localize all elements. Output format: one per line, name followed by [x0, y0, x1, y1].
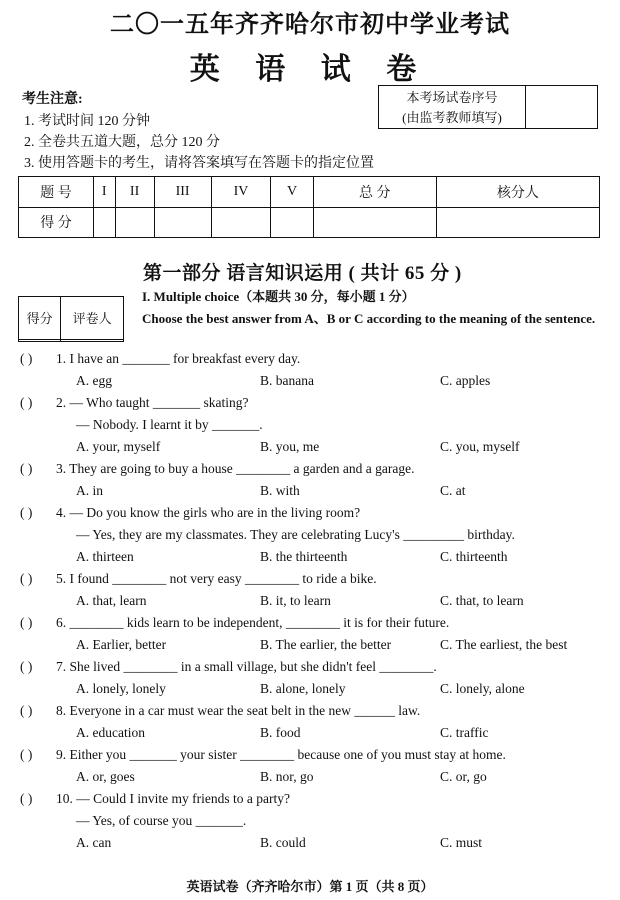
seat-number-label	[379, 86, 526, 128]
question-4-reply: — Yes, they are my classmates. They are celebrating Lucy's _________ birthday.	[76, 527, 515, 542]
question-7-option-c: C. lonely, alone	[440, 681, 525, 696]
score-cell[interactable]	[94, 207, 116, 238]
question-6-option-b: B. The earlier, the better	[260, 637, 392, 652]
score-col-5: V	[271, 177, 313, 208]
score-col-checker: 核分人	[436, 177, 599, 208]
question-5-option-a: A. that, learn	[76, 593, 147, 608]
score-col-label: 题 号	[19, 177, 94, 208]
question-4-stem	[20, 505, 360, 521]
score-cell[interactable]	[115, 207, 154, 238]
question-10-option-a: A. can	[76, 835, 112, 850]
question-4-option-c: C. thirteenth	[440, 549, 508, 564]
answer-bracket[interactable]: ( )	[20, 703, 33, 718]
question-6-stem	[20, 615, 449, 631]
answer-bracket[interactable]: ( )	[20, 395, 33, 410]
score-cell[interactable]	[271, 207, 313, 238]
question-8-option-b: B. food	[260, 725, 301, 740]
question-10-reply: — Yes, of course you _______.	[76, 813, 247, 828]
question-6-option-a: A. Earlier, better	[76, 637, 167, 652]
question-8-option-a: A. education	[76, 725, 145, 740]
score-row-label: 得 分	[19, 207, 94, 238]
question-2-option-a: A. your, myself	[76, 439, 161, 454]
score-cell[interactable]	[436, 207, 599, 238]
question-text: 10. — Could I invite my friends to a party?	[56, 791, 290, 806]
question-4-option-b: B. the thirteenth	[260, 549, 348, 564]
question-1-stem	[20, 351, 300, 367]
answer-bracket[interactable]: ( )	[20, 461, 33, 476]
score-table-score-row	[19, 207, 600, 238]
question-5-option-c: C. that, to learn	[440, 593, 524, 608]
grader-box	[18, 296, 124, 342]
question-10-option-c: C. must	[440, 835, 483, 850]
answer-bracket[interactable]: ( )	[20, 505, 33, 520]
note-item: 1. 考试时间 120 分钟	[24, 114, 150, 129]
paper-subtitle: 英 语 试 卷	[189, 53, 431, 86]
answer-bracket[interactable]: ( )	[20, 659, 33, 674]
note-item: 3. 使用答题卡的考生，请将答案填写在答题卡的指定位置	[24, 156, 374, 171]
question-text: 9. Either you _______ your sister ________ because one of you must stay at home.	[56, 747, 506, 762]
question-9-option-a: A. or, goes	[76, 769, 135, 784]
seat-number-box	[378, 85, 598, 129]
question-text: 3. They are going to buy a house ________ a garden and a garage.	[56, 461, 415, 476]
grader-score-label: 得分	[19, 297, 61, 340]
grader-reviewer-label: 评卷人	[61, 297, 124, 340]
question-2-option-b: B. you, me	[260, 439, 320, 454]
question-9-option-c: C. or, go	[440, 769, 487, 784]
score-col-2: II	[115, 177, 154, 208]
exam-title: 二〇一五年齐齐哈尔市初中学业考试	[110, 12, 510, 38]
question-1-option-b: B. banana	[260, 373, 314, 388]
question-7-stem	[20, 659, 437, 675]
question-6-option-c: C. The earliest, the best	[440, 637, 568, 652]
section-instruction: Choose the best answer from A、B or C according to the meaning of the sentence.	[142, 311, 596, 326]
answer-bracket[interactable]: ( )	[20, 351, 33, 366]
seat-number-label-line1: 本考场试卷序号	[406, 90, 498, 105]
page-footer: 英语试卷（齐齐哈尔市）第 1 页（共 8 页）	[186, 879, 434, 894]
question-3-stem	[20, 461, 415, 477]
answer-bracket[interactable]: ( )	[20, 747, 33, 762]
question-9-stem	[20, 747, 506, 763]
grader-reviewer-cell[interactable]	[61, 339, 124, 341]
answer-bracket[interactable]: ( )	[20, 615, 33, 630]
note-item: 2. 全卷共五道大题，总分 120 分	[24, 135, 220, 150]
notes-heading: 考生注意:	[22, 92, 83, 107]
question-text: 6. ________ kids learn to be independent, ________ it is for their future.	[56, 615, 450, 630]
question-3-option-c: C. at	[440, 483, 466, 498]
score-col-4: IV	[211, 177, 271, 208]
score-col-3: III	[154, 177, 211, 208]
answer-bracket[interactable]: ( )	[20, 791, 33, 806]
question-7-option-b: B. alone, lonely	[260, 681, 346, 696]
question-2-reply: — Nobody. I learnt it by _______.	[76, 417, 263, 432]
question-8-stem	[20, 703, 420, 719]
question-text: 7. She lived ________ in a small village, but she didn't feel ________.	[56, 659, 437, 674]
score-table	[18, 176, 600, 238]
question-text: 1. I have an _______ for breakfast every day.	[56, 351, 301, 366]
seat-number-label-line2: (由监考教师填写)	[402, 110, 502, 125]
question-3-option-b: B. with	[260, 483, 300, 498]
question-10-option-b: B. could	[260, 835, 306, 850]
score-cell[interactable]	[154, 207, 211, 238]
question-text: 4. — Do you know the girls who are in the living room?	[56, 505, 361, 520]
question-2-option-c: C. you, myself	[440, 439, 520, 454]
section-title: I. Multiple choice（本题共 30 分，每小题 1 分）	[142, 289, 415, 304]
question-3-option-a: A. in	[76, 483, 103, 498]
score-table-header-row	[19, 177, 600, 208]
question-7-option-a: A. lonely, lonely	[76, 681, 166, 696]
question-5-option-b: B. it, to learn	[260, 593, 331, 608]
question-4-option-a: A. thirteen	[76, 549, 134, 564]
question-10-stem	[20, 791, 290, 807]
question-8-option-c: C. traffic	[440, 725, 489, 740]
question-2-stem	[20, 395, 248, 411]
score-cell[interactable]	[313, 207, 436, 238]
score-col-1: I	[94, 177, 116, 208]
question-text: 2. — Who taught _______ skating?	[56, 395, 249, 410]
answer-bracket[interactable]: ( )	[20, 571, 33, 586]
question-1-option-a: A. egg	[76, 373, 112, 388]
score-cell[interactable]	[211, 207, 271, 238]
question-text: 5. I found ________ not very easy ________ to ride a bike.	[56, 571, 377, 586]
score-col-total: 总 分	[313, 177, 436, 208]
question-5-stem	[20, 571, 377, 587]
question-text: 8. Everyone in a car must wear the seat belt in the new ______ law.	[56, 703, 421, 718]
question-1-option-c: C. apples	[440, 373, 491, 388]
seat-number-field[interactable]	[526, 86, 597, 128]
question-9-option-b: B. nor, go	[260, 769, 314, 784]
part-title: 第一部分 语言知识运用 ( 共计 65 分 )	[143, 263, 462, 284]
grader-score-cell[interactable]	[19, 339, 61, 341]
